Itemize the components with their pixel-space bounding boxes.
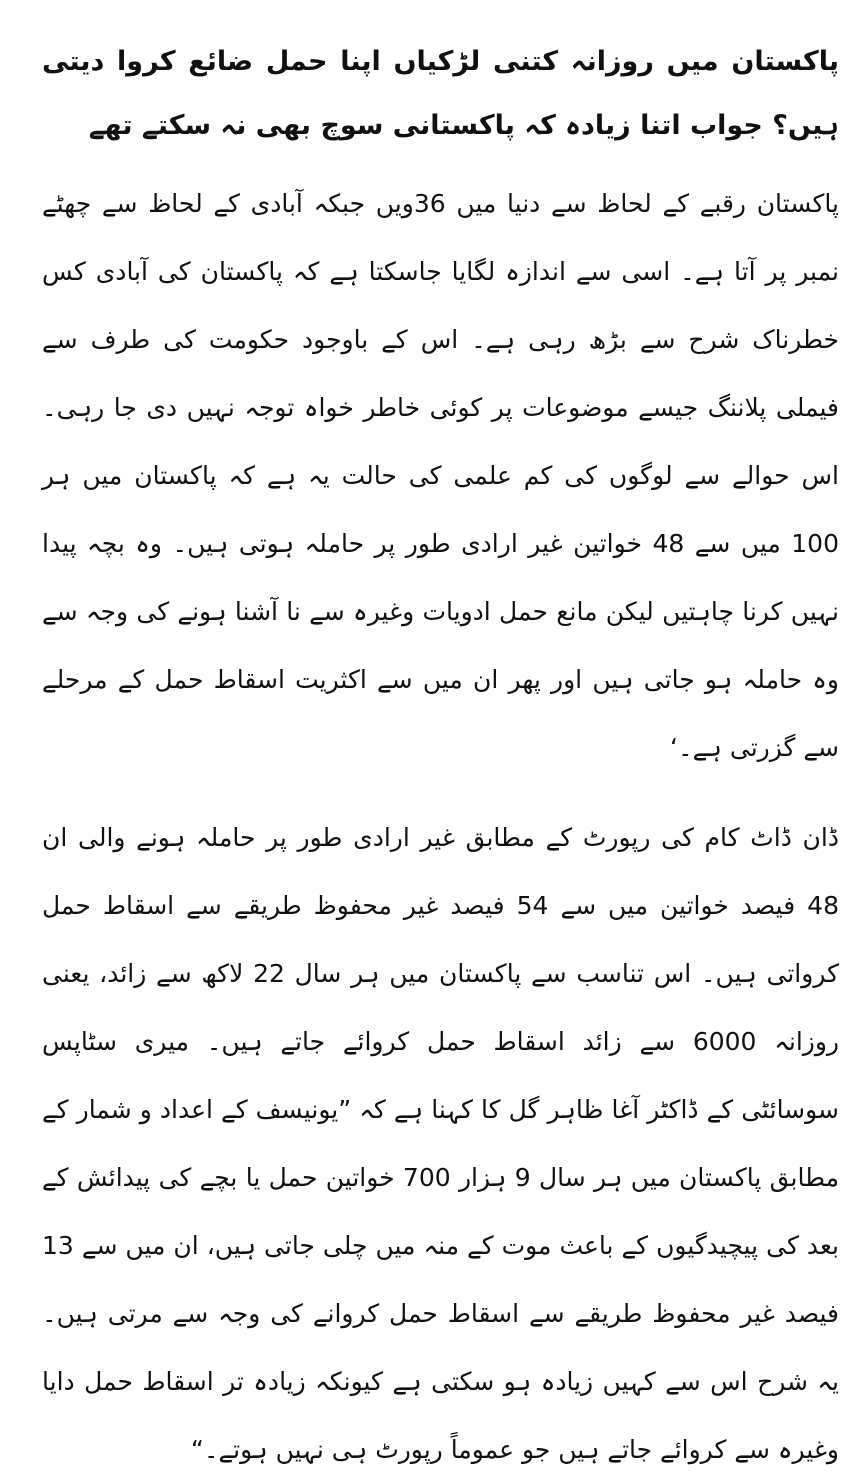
article-headline: پاکستان میں روزانہ کتنی لڑکیاں اپنا حمل ضائع کروا دیتی ہیں؟ جواب اتنا زیادہ کہ پاکستانی سوچ بھی نہ سکتے تھے: [42, 46, 839, 141]
article-paragraph: ڈان ڈاٹ کام کی رپورٹ کے مطابق غیر ارادی طور پر حاملہ ہونے والی ان 48 فیصد خواتین میں سے 54 فیصد غیر محفوظ طریقے سے اسقاط حمل کرواتی ہیں۔ اس تناسب سے پاکستان میں ہر سال 22 لاکھ سے زائد، یعنی روزانہ 6000 سے زائد اسقاط حمل کروائے جاتے ہیں۔ میری سٹاپس سوسائٹی کے ڈاکٹر آغا ظاہر گل کا کہنا ہے کہ ”یونیسف کے اعداد و شمار کے مطابق پاکستان میں ہر سال 9 ہزار 700 خواتین حمل یا بچے کی پیدائش کے بعد کی پیچیدگیوں کے باعث موت کے منہ میں چلی جاتی ہیں، ان میں سے 13 فیصد غیر محفوظ طریقے سے اسقاط حمل کروانے کی وجہ سے مرتی ہیں۔ یہ شرح اس سے کہیں زیادہ ہو سکتی ہے کیونکہ زیادہ تر اسقاط حمل دایا وغیرہ سے کروائے جاتے ہیں جو عموماً رپورٹ ہی نہیں ہوتے۔“: [42, 823, 840, 1464]
article-paragraph: پاکستان رقبے کے لحاظ سے دنیا میں 36ویں جبکہ آبادی کے لحاظ سے چھٹے نمبر پر آتا ہے۔ اسی سے اندازہ لگایا جاسکتا ہے کہ پاکستان کی آبادی کس خطرناک شرح سے بڑھ رہی ہے۔ اس کے باوجود حکومت کی طرف سے فیملی پلاننگ جیسے موضوعات پر کوئی خاطر خواہ توجہ نہیں دی جا رہی۔ اس حوالے سے لوگوں کی کم علمی کی حالت یہ ہے کہ پاکستان میں ہر 100 میں سے 48 خواتین غیر ارادی طور پر حاملہ ہوتی ہیں۔ وہ بچہ پیدا نہیں کرنا چاہتیں لیکن مانع حمل ادویات وغیرہ سے نا آشنا ہونے کی وجہ سے وہ حاملہ ہو جاتی ہیں اور پھر ان میں سے اکثریت اسقاط حمل کے مرحلے سے گزرتی ہے۔‘: [42, 189, 839, 762]
